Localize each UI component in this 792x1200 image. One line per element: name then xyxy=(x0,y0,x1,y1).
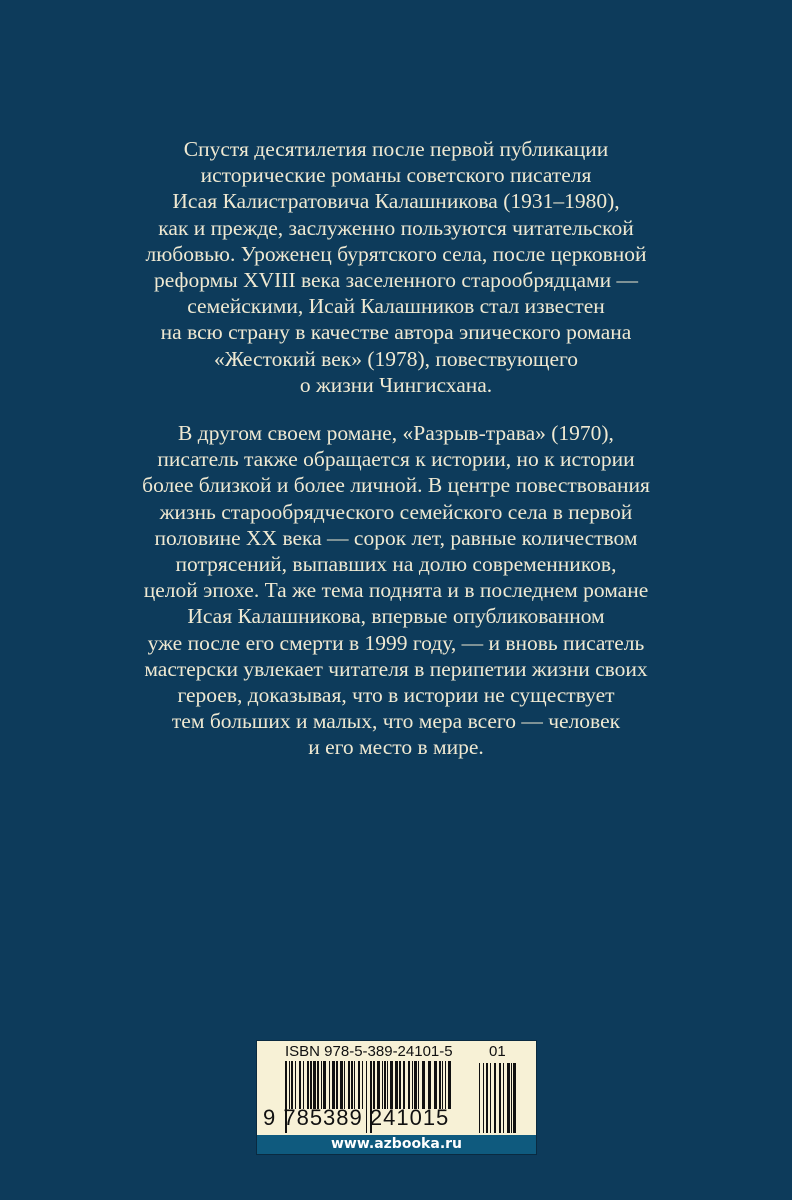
text-line: реформы XVIII века заселенного старообрядцами — xyxy=(154,268,638,293)
barcode-bar xyxy=(503,1063,504,1133)
text-line: мастерски увлекает читателя в перипетии жизни своих xyxy=(144,656,648,681)
text-line: семейскими, Исай Калашников стал известен xyxy=(187,294,605,319)
isbn-barcode xyxy=(256,1040,537,1155)
barcode-bar xyxy=(448,1061,451,1109)
barcode-bar xyxy=(418,1061,419,1109)
barcode-bar xyxy=(313,1061,316,1109)
description-paragraph-1 xyxy=(0,136,792,398)
text-line: тем больших и малых, что мера всего — человек xyxy=(171,709,621,734)
barcode-bar xyxy=(414,1061,417,1109)
description-paragraph-2 xyxy=(0,420,792,761)
text-line: исторические романы советского писателя xyxy=(200,163,592,188)
barcode-bar xyxy=(354,1061,355,1109)
text-line: о жизни Чингисхана. xyxy=(299,372,493,397)
text-line: писатель также обращается к истории, но к истории xyxy=(157,447,635,472)
barcode-bar xyxy=(336,1061,338,1109)
publisher-website: www.azbooka.ru xyxy=(257,1135,536,1154)
barcode-bar xyxy=(494,1063,496,1133)
text-line: Спустя десятилетия после первой публикации xyxy=(183,137,609,161)
barcode-bar xyxy=(483,1063,484,1133)
barcode-bar xyxy=(358,1061,360,1109)
barcode-bar xyxy=(403,1061,405,1109)
barcode-bar xyxy=(499,1063,501,1133)
barcode-bar xyxy=(344,1061,345,1109)
text-line: и его место в мире. xyxy=(308,735,484,760)
text-line: уже после его смерти в 1999 году, — и вновь писатель xyxy=(147,630,645,655)
barcode-bar xyxy=(511,1063,512,1133)
isbn-text: ISBN 978-5-389-24101-5 xyxy=(285,1043,453,1060)
barcode-digits: 9 785389 241015 xyxy=(263,1105,450,1130)
text-line: целой эпохе. Та же тема поднята и в последнем романе xyxy=(143,578,649,603)
text-line: как и прежде, заслуженно пользуются читательской xyxy=(158,215,634,240)
barcode-bar xyxy=(390,1061,393,1109)
text-line: героев, доказывая, что в истории не существует xyxy=(177,683,615,708)
barcode-bar xyxy=(422,1061,425,1109)
text-line: более близкой и более личной. В центре повествования xyxy=(142,473,650,498)
text-line: Исая Калашникова, впервые опубликованном xyxy=(187,604,605,629)
barcode-bar xyxy=(323,1061,326,1109)
barcode-bar xyxy=(373,1061,375,1109)
barcode-bar xyxy=(399,1061,401,1109)
barcode-bar xyxy=(507,1063,510,1133)
barcode-bar xyxy=(445,1061,446,1109)
text-line: любовью. Уроженец бурятского села, после церковной xyxy=(145,241,647,266)
barcode-bar xyxy=(439,1061,441,1109)
barcode-bar xyxy=(299,1061,301,1109)
barcode-bar xyxy=(291,1061,293,1109)
barcode-bar xyxy=(382,1061,383,1109)
text-line: на всю страну в качестве автора эпического романа xyxy=(160,320,632,345)
barcode-bar xyxy=(303,1061,304,1109)
barcode-bar xyxy=(340,1061,343,1109)
barcode-bar xyxy=(442,1061,443,1109)
text-line: половине XX века — сорок лет, равные количеством xyxy=(154,525,638,550)
barcode-bar xyxy=(307,1061,309,1109)
barcode-bar xyxy=(408,1061,410,1109)
barcode-bar xyxy=(310,1061,312,1109)
barcode-bar xyxy=(490,1063,491,1133)
barcode-bar xyxy=(395,1061,398,1109)
barcode-bar xyxy=(321,1061,322,1109)
addon-number: 01 xyxy=(489,1043,506,1060)
text-line: потрясений, выпавших на долю современников, xyxy=(175,552,617,577)
barcode-bar xyxy=(486,1063,488,1133)
barcode-bar xyxy=(513,1063,516,1133)
barcode-bar xyxy=(384,1061,386,1109)
barcode-bar xyxy=(348,1061,350,1109)
barcode-bar xyxy=(295,1061,296,1109)
barcode-bar xyxy=(428,1061,431,1109)
text-line: Исая Калистратовича Калашникова (1931–1980), xyxy=(172,189,620,214)
text-line: жизнь старообрядческого семейского села в первой xyxy=(159,499,633,524)
barcode-bar xyxy=(289,1061,290,1109)
barcode-bar xyxy=(479,1063,480,1133)
barcode-bar xyxy=(351,1061,353,1109)
barcode-bar xyxy=(332,1061,335,1109)
barcode-bar xyxy=(317,1061,319,1109)
barcode-bar xyxy=(377,1061,380,1109)
barcode-bar xyxy=(412,1061,413,1109)
text-line: «Жестокий век» (1978), повествующего xyxy=(213,346,579,371)
barcode-bar xyxy=(329,1061,330,1109)
barcode-bar xyxy=(362,1061,363,1109)
text-line: В другом своем романе, «Разрыв-трава» (1970), xyxy=(178,421,614,445)
barcode-bar xyxy=(387,1061,388,1109)
barcode-bar xyxy=(434,1061,437,1109)
